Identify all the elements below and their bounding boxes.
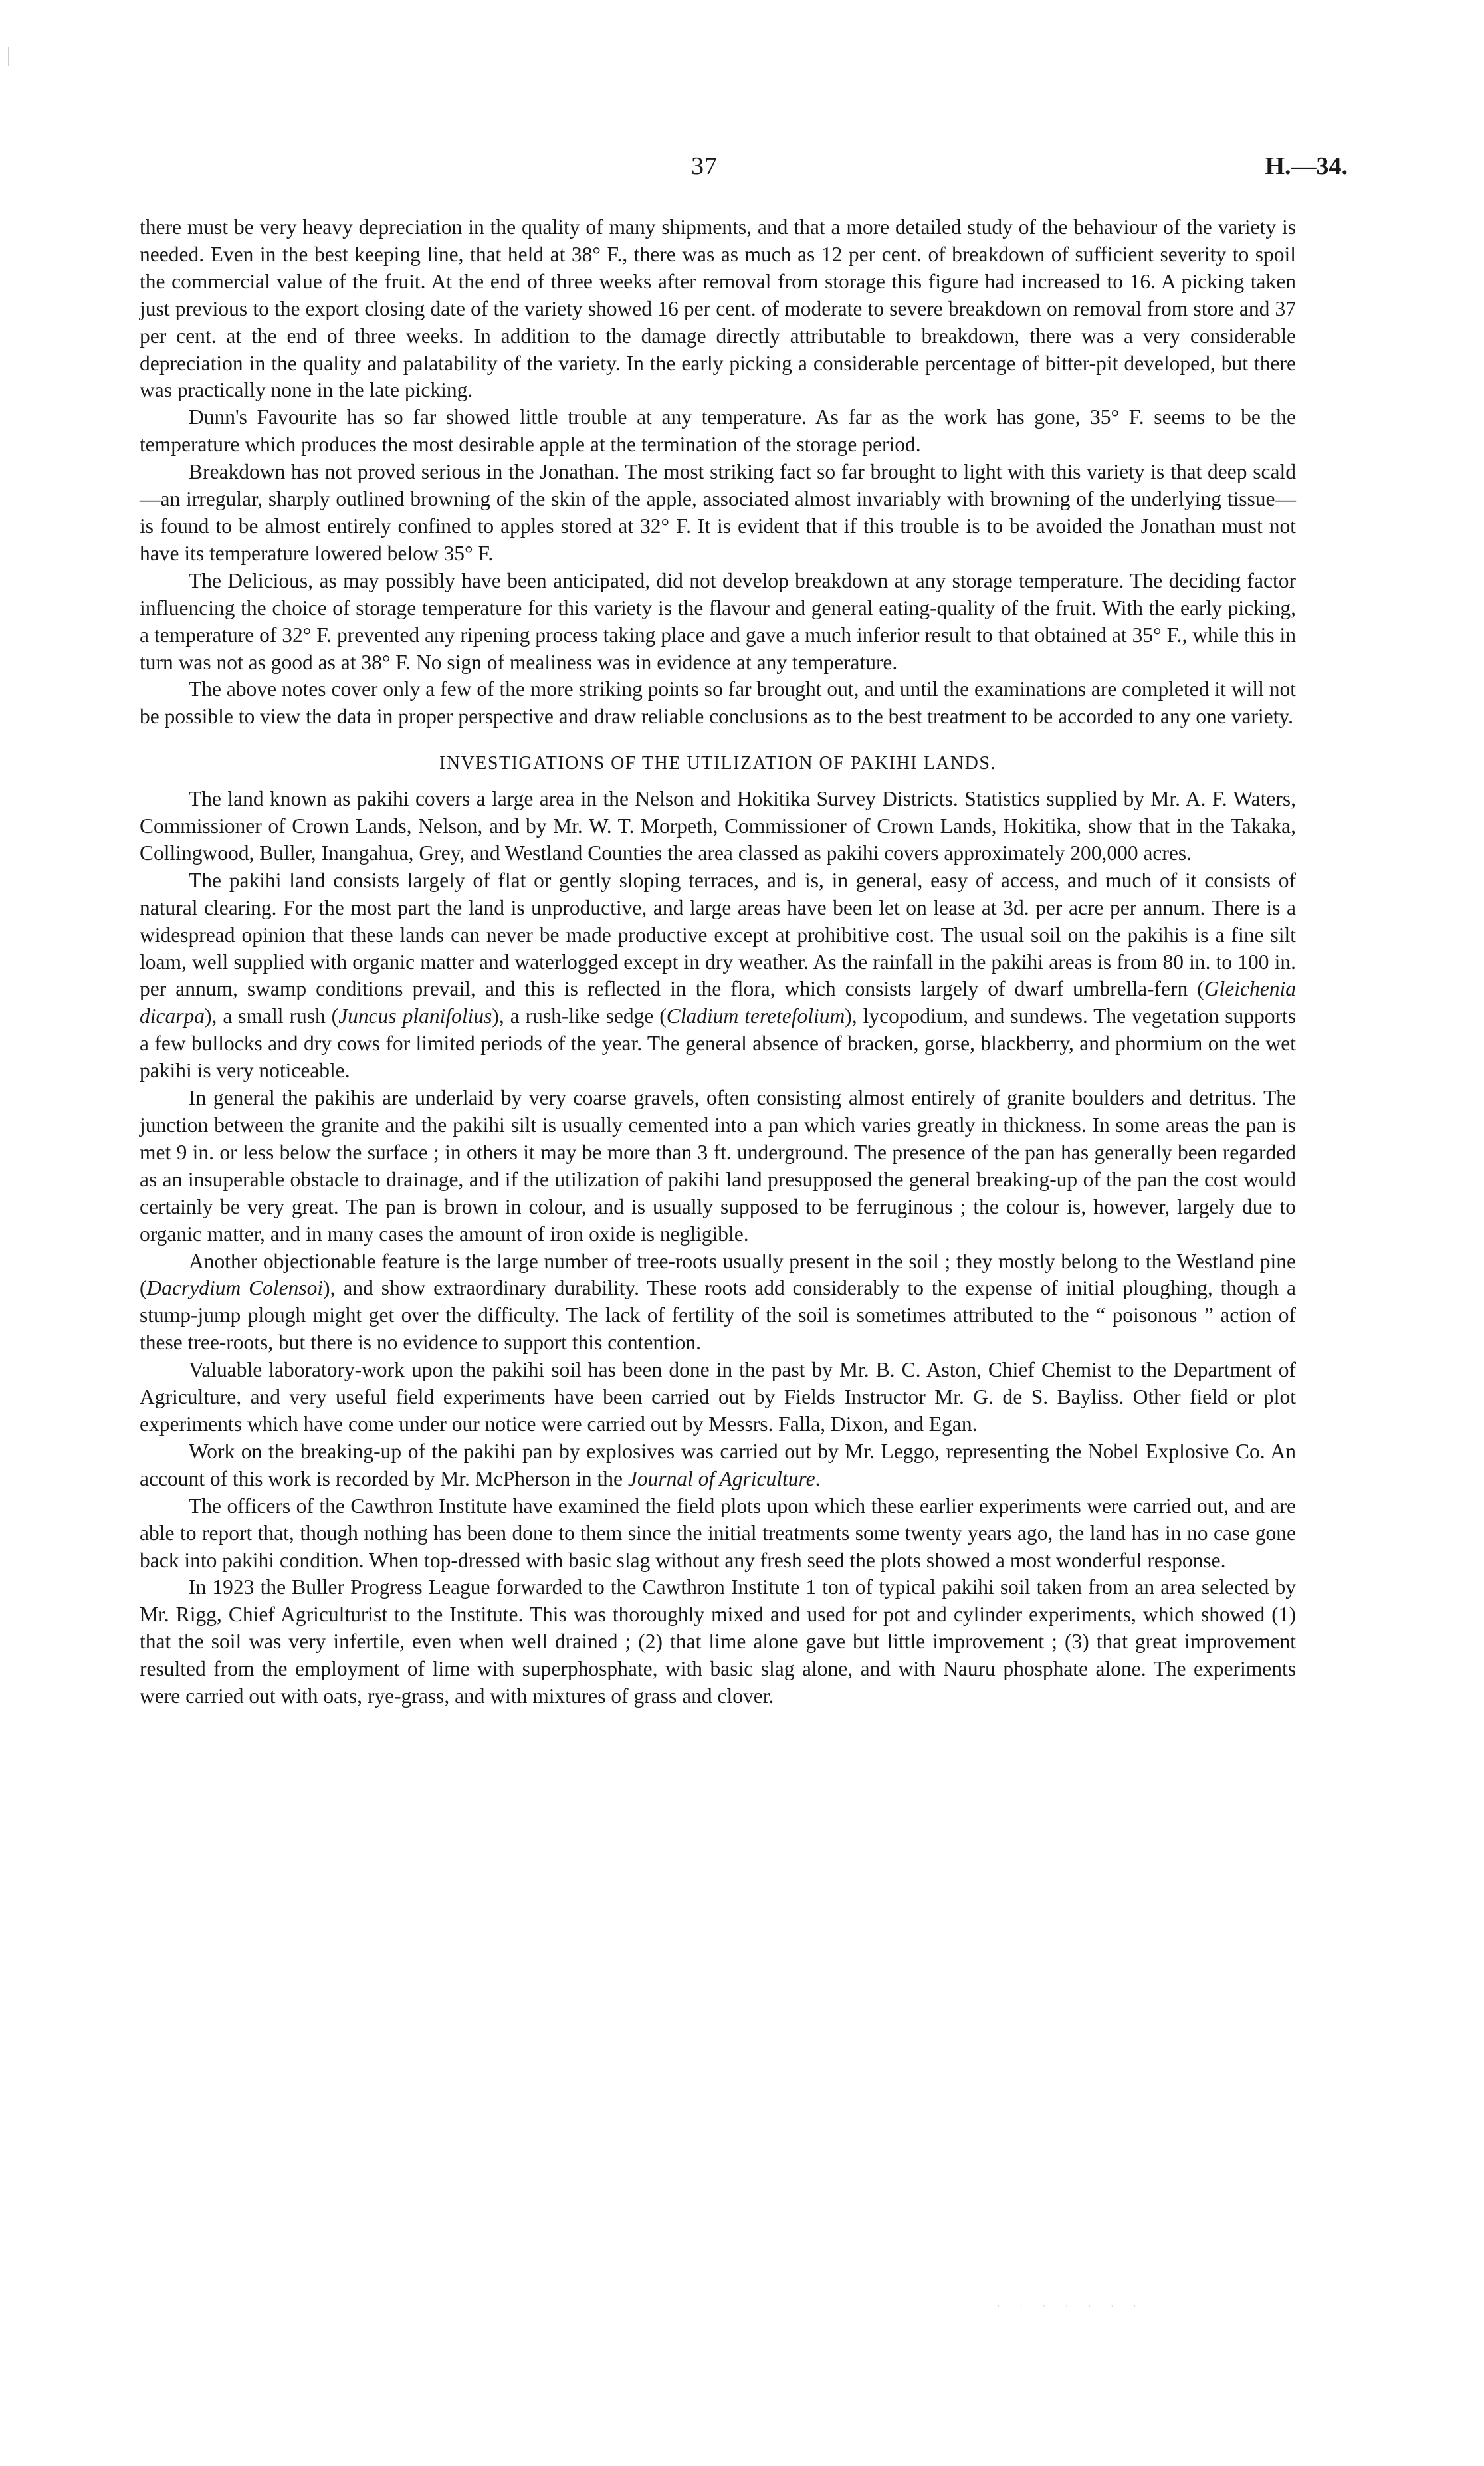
journal-title: Journal of Agriculture [627, 1466, 815, 1490]
paragraph-buller-league: In 1923 the Buller Progress League forwarded to the Cawthron Institute 1 ton of typical pakihi soil taken from an area selected by Mr. Rigg, Chief Agriculturist to the Institute. This was thoroughly mixed and used for pot and cylinder experiments, which showed (1) that the soil was very infertile, even when well drained ; (2) that lime alone gave but little improvement ; (3) that great improvement resulted from the employment of lime with superphosphate, with basic slag alone, and with Nauru phosphate alone. The experiments were carried out with oats, rye-grass, and with mixtures of grass and clover. [140, 1575, 1296, 1708]
paragraph-summary-notes: The above notes cover only a few of the more striking points so far brought out, and until the examinations are completed it will not be possible to view the data in proper perspective and draw reliable conclusions as to the best treatment to be accorded to any one variety. [140, 677, 1296, 729]
paragraph-gravels-pan: In general the pakihis are underlaid by very coarse gravels, often consisting almost entirely of granite boulders and detritus. The junction between the granite and the pakihi silt is usually cemented into a pan which varies greatly in thickness. In some areas the pan is met 9 in. or less below the surface ; in others it may be more than 3 ft. underground. The presence of the pan has generally been regarded as an insuperable obstacle to drainage, and if the utilization of pakihi land presupposed the general breaking-up of the pan the cost would certainly be very great. The pan is brown in colour, and is usually supposed to be ferruginous ; the colour is, however, largely due to organic matter, and in many cases the amount of iron oxide is negligible. [140, 1086, 1296, 1246]
text-run: ), and show extraordinary durability. These roots add considerably to the expense of initial ploughing, though a stump-jump plough might get over the difficulty. The lack of fertility of the soil is sometimes attributed to the “ poisonous ” action of these tree-roots, but there is no evidence to support this contention. [140, 1276, 1296, 1355]
body-text [140, 214, 1296, 1710]
species-name: Dacrydium Colensoi [146, 1276, 324, 1300]
text-run: ), a small rush ( [205, 1004, 339, 1028]
text-run: Work on the breaking-up of the pakihi pan by explosives was carried out by Mr. Leggo, representing the Nobel Explosive Co. An account of this work is recorded by Mr. McPherson in the [140, 1439, 1296, 1490]
paragraph-tree-roots [140, 1248, 1296, 1357]
text-run: ), a rush-like sedge ( [492, 1004, 667, 1028]
scan-speckle: · · · · · · · [997, 2300, 1145, 2312]
section-heading: INVESTIGATIONS OF THE UTILIZATION OF PAKIHI LANDS. [439, 753, 996, 774]
text-run: ), lycopodium, and sundews. The vegetation supports a few bullocks and dry cows for limited periods of the year. The general absence of bracken, gorse, blackberry, and phormium on the wet pakihi is very noticeable. [140, 1004, 1296, 1083]
text-run: The pakihi land consists largely of flat or gently sloping terraces, and is, in general, easy of access, and much of it consists of natural clearing. For the most part the land is unproductive, and large areas have been let on lease at 3d. per acre per annum. There is a widespread opinion that these lands can never be made productive except at prohibitive cost. The usual soil on the pakihis is a fine silt loam, well supplied with organic matter and waterlogged except in dry weather. As the rainfall in the pakihi areas is from 80 in. to 100 in. per annum, swamp conditions prevail, and this is reflected in the flora, which consists largely of dwarf umbrella-fern ( [140, 868, 1296, 1001]
species-name: Gleichenia dicarpa [140, 977, 1296, 1028]
species-name: Juncus planifolius [338, 1004, 492, 1028]
paragraph-jonathan: Breakdown has not proved serious in the Jonathan. The most striking fact so far brought to light with this variety is that deep scald—an irregular, sharply outlined browning of the skin of the apple, associated almost invariably with browning of the underlying tissue—is found to be almost entirely confined to apples stored at 32° F. It is evident that if this trouble is to be avoided the Jonathan must not have its temperature lowered below 35° F. [140, 460, 1296, 565]
text-run: Another objectionable feature is the large number of tree-roots usually present in the soil ; they mostly belong to the Westland pine ( [140, 1249, 1296, 1300]
paragraph-apple-breakdown: there must be very heavy depreciation in the quality of many shipments, and that a more detailed study of the behaviour of the variety is needed. Even in the best keeping line, that held at 38° F., there was as much as 12 per cent. of breakdown of sufficient severity to spoil the commercial value of the fruit. At the end of three weeks after removal from storage this figure had increased to 16. A picking taken just previous to the export closing date of the variety showed 16 per cent. of moderate to severe breakdown on removal from store and 37 per cent. at the end of three weeks. In addition to the damage directly attributable to breakdown, there was a very considerable depreciation in the quality and palatability of the variety. In the early picking a considerable percentage of bitter-pit developed, but there was practically none in the late picking. [140, 215, 1296, 402]
paragraph-cawthron-officers: The officers of the Cawthron Institute have examined the field plots upon which these earlier experiments were carried out, and are able to report that, though nothing has been done to them since the initial treatments some twenty years ago, the land has in no case gone back into pakihi condition. When top-dressed with basic slag without any fresh seed the plots showed a most wonderful response. [140, 1494, 1296, 1572]
paragraph-delicious: The Delicious, as may possibly have been anticipated, did not develop breakdown at any storage temperature. The deciding factor influencing the choice of storage temperature for this variety is the flavour and general eating-quality of the fruit. With the early picking, a temperature of 32° F. prevented any ripening process taking place and gave a much inferior result to that obtained at 35° F., while this in turn was not as good as at 38° F. No sign of mealiness was in evidence at any temperature. [140, 568, 1296, 674]
scan-edge-mark [8, 47, 9, 66]
text-run: . [815, 1466, 821, 1490]
page-number: 37 [691, 152, 718, 180]
paragraph-explosives [140, 1438, 1296, 1493]
paragraph-dunns-favourite: Dunn's Favourite has so far showed little trouble at any temperature. As far as the work has gone, 35° F. seems to be the temperature which produces the most desirable apple at the termination of the storage period. [140, 405, 1296, 457]
paragraph-pakihi-area: The land known as pakihi covers a large area in the Nelson and Hokitika Survey Districts. Statistics supplied by Mr. A. F. Waters, Commissioner of Crown Lands, Nelson, and by Mr. W. T. Morpeth, Commissioner of Crown Lands, Hokitika, show that in the Takaka, Collingwood, Buller, Inangahua, Grey, and Westland Counties the area classed as pakihi covers approximately 200,000 acres. [140, 787, 1296, 865]
page-header [0, 152, 1484, 191]
document-reference: H.—34. [1265, 152, 1348, 180]
paragraph-laboratory-work: Valuable laboratory-work upon the pakihi soil has been done in the past by Mr. B. C. Aston, Chief Chemist to the Department of Agriculture, and very useful field experiments have been carried out by Fields Instructor Mr. G. de S. Bayliss. Other field or plot experiments which have come under our notice were carried out by Messrs. Falla, Dixon, and Egan. [140, 1358, 1296, 1436]
species-name: Cladium teretefolium [666, 1004, 845, 1028]
paragraph-pakihi-land [140, 867, 1296, 1085]
